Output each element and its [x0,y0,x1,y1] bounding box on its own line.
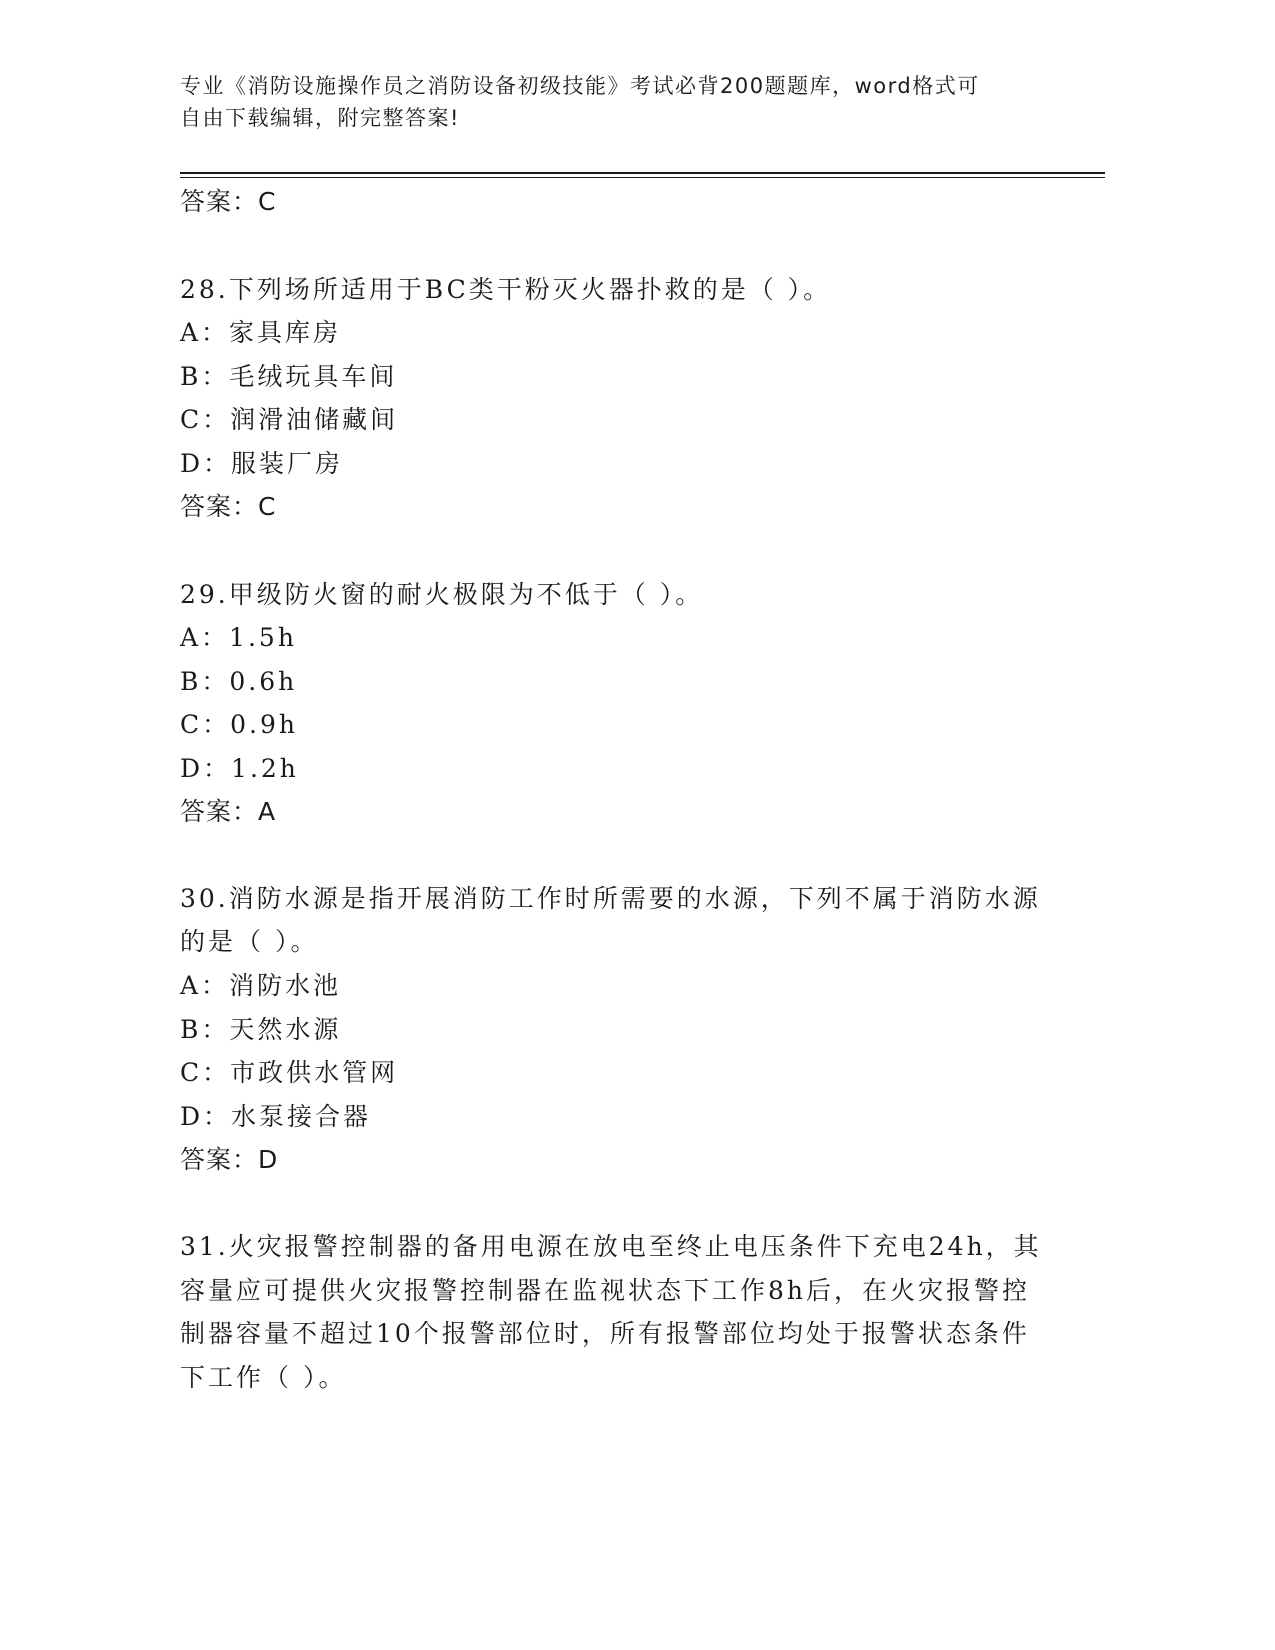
header-line-2: 自由下载编辑，附完整答案! [180,106,460,130]
question-31-text-line-2: 容量应可提供火灾报警控制器在监视状态下工作8h后，在火灾报警控 [180,1276,1031,1305]
question-30-option-b: B：天然水源 [180,1015,342,1044]
question-30-option-a: A：消防水池 [180,971,342,1000]
header-line-1: 专业《消防设施操作员之消防设备初级技能》考试必背200题题库，word格式可 [180,74,980,98]
question-30-answer: 答案：D [180,1145,279,1174]
question-29-answer: 答案：A [180,797,277,826]
document-header [180,70,1040,134]
question-28-option-c: C：润滑油储藏间 [180,405,399,434]
question-30-option-c: C：市政供水管网 [180,1058,399,1087]
question-30-text-line-2: 的是（ ）。 [180,927,319,956]
question-29-option-c: C：0.9h [180,710,298,739]
question-28-option-d: D：服装厂房 [180,449,344,478]
question-28-option-a: A：家具库房 [180,318,342,347]
question-28-answer: 答案：C [180,492,277,521]
header-divider-thick [180,172,1105,174]
header-divider-thin [180,177,1105,178]
question-28-text: 28.下列场所适用于BC类干粉灭火器扑救的是（ ）。 [180,275,832,304]
question-29-text: 29.甲级防火窗的耐火极限为不低于（ ）。 [180,580,704,609]
question-29-option-b: B：0.6h [180,667,298,696]
question-31-text-line-3: 制器容量不超过10个报警部位时，所有报警部位均处于报警状态条件 [180,1319,1030,1348]
answer-previous: 答案：C [180,187,277,216]
question-28-option-b: B：毛绒玩具车间 [180,362,398,391]
question-31-text-line-1: 31.火灾报警控制器的备用电源在放电至终止电压条件下充电24h，其 [180,1232,1042,1261]
question-31-text-line-4: 下工作（ ）。 [180,1363,347,1392]
question-30-option-d: D：水泵接合器 [180,1102,372,1131]
question-29-option-d: D：1.2h [180,754,299,783]
question-30-text-line-1: 30.消防水源是指开展消防工作时所需要的水源，下列不属于消防水源 [180,884,1041,913]
question-29-option-a: A：1.5h [180,623,297,652]
